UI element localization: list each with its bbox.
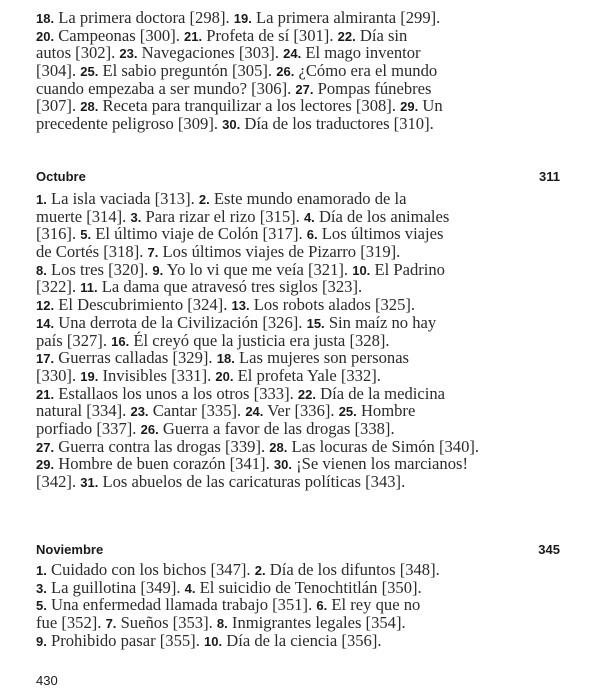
entry-number: 17. bbox=[36, 351, 55, 367]
entry-title: La primera doctora [298]. bbox=[58, 8, 234, 27]
entry-number: 26. bbox=[276, 64, 295, 80]
index-line bbox=[36, 190, 560, 208]
entry-title: Yo lo vi que me veía [321]. bbox=[166, 259, 353, 279]
index-line bbox=[36, 278, 560, 296]
index-line bbox=[36, 296, 560, 314]
index-line bbox=[36, 332, 560, 350]
section-noviembre bbox=[36, 561, 560, 649]
entry-number: 7. bbox=[147, 245, 159, 261]
entry-number: 1. bbox=[36, 563, 47, 578]
entry-number: 16. bbox=[111, 333, 130, 349]
section-octubre bbox=[36, 190, 560, 491]
entry-title: Día de la medicina bbox=[320, 383, 445, 403]
entry-title: Los tres [320]. bbox=[51, 259, 153, 279]
entry-number: 11. bbox=[80, 280, 98, 296]
index-line bbox=[36, 243, 560, 261]
entry-title: Día de los traductores [310]. bbox=[244, 114, 434, 134]
entry-number: 3. bbox=[130, 209, 142, 225]
entry-number: 21. bbox=[36, 386, 55, 402]
index-line bbox=[36, 402, 560, 420]
entry-number: 19. bbox=[233, 11, 252, 26]
index-line bbox=[36, 473, 560, 491]
entry-title: Estallaos los unos a los otros [333]. bbox=[58, 383, 298, 403]
entry-number: 8. bbox=[216, 616, 228, 632]
entry-title: El rey que no bbox=[331, 595, 421, 615]
entry-title: porfiado [337]. bbox=[36, 418, 141, 438]
entry-title: Para rizar el rizo [315]. bbox=[145, 206, 304, 226]
entry-number: 20. bbox=[215, 368, 234, 384]
entry-title: Cantar [335]. bbox=[152, 401, 246, 421]
entry-number: 29. bbox=[36, 457, 55, 473]
index-line bbox=[36, 385, 560, 403]
index-line bbox=[36, 9, 560, 27]
entry-number: 2. bbox=[198, 192, 210, 207]
entry-number: 3. bbox=[36, 580, 47, 596]
index-line bbox=[36, 97, 560, 115]
entry-title: El mago inventor bbox=[305, 43, 421, 63]
entry-number: 4. bbox=[303, 209, 315, 225]
entry-title: muerte [314]. bbox=[36, 206, 131, 226]
entry-number: 22. bbox=[337, 28, 356, 44]
index-line bbox=[36, 579, 560, 597]
entry-title: país [327]. bbox=[36, 330, 112, 350]
index-line bbox=[36, 561, 560, 579]
entry-title: ¡Se vienen los marcianos! bbox=[296, 454, 468, 474]
entry-title: de Cortés [318]. bbox=[36, 242, 148, 262]
entry-title: [322]. bbox=[36, 277, 81, 297]
index-line bbox=[36, 455, 560, 473]
entry-number: 30. bbox=[222, 117, 241, 133]
entry-number: 28. bbox=[80, 99, 99, 115]
entry-number: 12. bbox=[36, 298, 55, 314]
entry-number: 6. bbox=[316, 598, 328, 614]
entry-number: 7. bbox=[105, 616, 117, 632]
entry-title: La dama que atravesó tres siglos [323]. bbox=[101, 277, 363, 297]
section-heading-noviembre bbox=[36, 541, 560, 559]
entry-number: 5. bbox=[80, 227, 92, 243]
entry-title: El último viaje de Colón [317]. bbox=[95, 224, 307, 244]
section-title: Octubre bbox=[36, 169, 86, 184]
entry-title: Cuidado con los bichos [347]. bbox=[51, 560, 255, 579]
entry-number: 10. bbox=[204, 633, 223, 649]
entry-number: 31. bbox=[80, 475, 99, 490]
entry-number: 25. bbox=[80, 64, 99, 80]
index-line bbox=[36, 438, 560, 456]
entry-title: La primera almiranta [299]. bbox=[256, 8, 441, 27]
entry-number: 27. bbox=[295, 81, 314, 97]
entry-number: 18. bbox=[36, 11, 55, 26]
entry-number: 18. bbox=[216, 351, 235, 367]
entry-title: ¿Cómo era el mundo bbox=[298, 61, 438, 81]
entry-title: Día de los animales bbox=[318, 206, 450, 226]
entry-title: El Padrino bbox=[374, 259, 445, 279]
entry-title: La guillotina [349]. bbox=[51, 577, 185, 597]
entry-title: fue [352]. bbox=[36, 613, 106, 633]
entry-title: Profeta de sí [301]. bbox=[206, 25, 338, 45]
entry-title: Pompas fúnebres bbox=[317, 78, 432, 98]
section-page: 311 bbox=[539, 169, 560, 184]
entry-title: Sueños [353]. bbox=[120, 613, 217, 633]
index-line bbox=[36, 44, 560, 62]
index-line bbox=[36, 596, 560, 614]
entry-number: 24. bbox=[283, 46, 302, 62]
entry-title: [342]. bbox=[36, 472, 81, 491]
entry-title: Guerra a favor de las drogas [338]. bbox=[162, 418, 395, 438]
entry-title: natural [334]. bbox=[36, 401, 131, 421]
entry-title: [316]. bbox=[36, 224, 81, 244]
index-line bbox=[36, 614, 560, 632]
entry-title: Guerra contra las drogas [339]. bbox=[58, 436, 270, 456]
entry-title: [307]. bbox=[36, 96, 81, 116]
entry-title: Los últimos viajes bbox=[321, 224, 444, 244]
entry-number: 23. bbox=[130, 404, 149, 420]
entry-title: Día de los difuntos [348]. bbox=[269, 560, 440, 579]
entry-number: 26. bbox=[140, 421, 159, 437]
entry-number: 6. bbox=[306, 227, 318, 243]
entry-title: Receta para tranquilizar a los lectores [308]. bbox=[102, 96, 401, 116]
index-line bbox=[36, 349, 560, 367]
entry-title: Campeonas [300]. bbox=[58, 25, 185, 45]
entry-title: Una enfermedad llamada trabajo [351]. bbox=[51, 595, 317, 615]
entry-number: 9. bbox=[152, 262, 164, 278]
entry-title: El profeta Yale [332]. bbox=[237, 365, 381, 385]
entry-title: Ver [336]. bbox=[267, 401, 339, 421]
entry-title: Las locuras de Simón [340]. bbox=[291, 436, 480, 456]
index-line bbox=[36, 314, 560, 332]
entry-title: Las mujeres son personas bbox=[238, 348, 410, 368]
entry-number: 19. bbox=[80, 368, 99, 384]
entry-title: El sabio preguntón [305]. bbox=[102, 61, 277, 81]
entry-title: Día de la ciencia [356]. bbox=[226, 630, 382, 650]
entry-number: 15. bbox=[306, 315, 325, 331]
index-line bbox=[36, 80, 560, 98]
index-line bbox=[36, 225, 560, 243]
entry-number: 24. bbox=[245, 404, 264, 420]
index-line bbox=[36, 208, 560, 226]
section-page: 345 bbox=[538, 542, 560, 557]
entry-title: Los últimos viajes de Pizarro [319]. bbox=[162, 242, 401, 262]
entry-title: Los robots alados [325]. bbox=[253, 295, 416, 315]
entry-number: 10. bbox=[352, 262, 371, 278]
entry-number: 28. bbox=[269, 439, 288, 455]
entry-number: 9. bbox=[36, 633, 47, 649]
entry-number: 25. bbox=[338, 404, 357, 420]
entry-title: precedente peligroso [309]. bbox=[36, 114, 223, 134]
entry-number: 4. bbox=[184, 580, 196, 596]
entry-title: El suicidio de Tenochtitlán [350]. bbox=[199, 577, 422, 597]
entry-title: Una derrota de la Civilización [326]. bbox=[58, 312, 307, 332]
entry-title: Hombre bbox=[360, 401, 416, 421]
entry-number: 21. bbox=[184, 28, 203, 44]
index-line bbox=[36, 367, 560, 385]
entry-title: El Descubrimiento [324]. bbox=[58, 295, 232, 315]
entry-title: Navegaciones [303]. bbox=[141, 43, 284, 63]
entry-title: cuando empezaba a ser mundo? [306]. bbox=[36, 78, 296, 98]
index-line bbox=[36, 27, 560, 45]
entry-title: [330]. bbox=[36, 365, 81, 385]
entry-number: 27. bbox=[36, 439, 55, 455]
section-title: Noviembre bbox=[36, 542, 104, 557]
entry-title: Guerras calladas [329]. bbox=[58, 348, 217, 368]
page-number: 430 bbox=[36, 673, 58, 688]
entry-title: Los abuelos de las caricaturas políticas [343]. bbox=[102, 472, 406, 491]
entry-title: Un bbox=[422, 96, 443, 116]
index-line bbox=[36, 115, 560, 133]
entry-number: 29. bbox=[400, 99, 419, 115]
entry-number: 22. bbox=[297, 386, 316, 402]
entry-title: Prohibido pasar [355]. bbox=[51, 630, 205, 650]
entry-number: 8. bbox=[36, 262, 47, 278]
entry-number: 30. bbox=[273, 457, 292, 473]
entry-title: [304]. bbox=[36, 61, 81, 81]
entry-number: 5. bbox=[36, 598, 47, 614]
section-september-continued bbox=[36, 9, 560, 133]
entry-title: Hombre de buen corazón [341]. bbox=[58, 454, 274, 474]
entry-title: La isla vaciada [313]. bbox=[51, 189, 199, 208]
entry-number: 13. bbox=[231, 298, 250, 314]
entry-number: 1. bbox=[36, 192, 47, 207]
index-line bbox=[36, 420, 560, 438]
entry-title: Él creyó que la justicia era justa [328]. bbox=[133, 330, 390, 350]
entry-title: Inmigrantes legales [354]. bbox=[231, 613, 406, 633]
index-line bbox=[36, 261, 560, 279]
entry-number: 20. bbox=[36, 28, 55, 44]
entry-title: Sin maíz no hay bbox=[328, 312, 437, 332]
entry-title: Este mundo enamorado de la bbox=[213, 189, 407, 208]
entry-title: Día sin bbox=[359, 25, 408, 45]
index-line bbox=[36, 62, 560, 80]
index-line bbox=[36, 632, 560, 650]
entry-number: 14. bbox=[36, 315, 55, 331]
entry-number: 23. bbox=[119, 46, 138, 62]
entry-title: Invisibles [331]. bbox=[102, 365, 216, 385]
entry-number: 2. bbox=[254, 563, 266, 578]
section-heading-octubre bbox=[36, 168, 560, 186]
entry-title: autos [302]. bbox=[36, 43, 120, 63]
